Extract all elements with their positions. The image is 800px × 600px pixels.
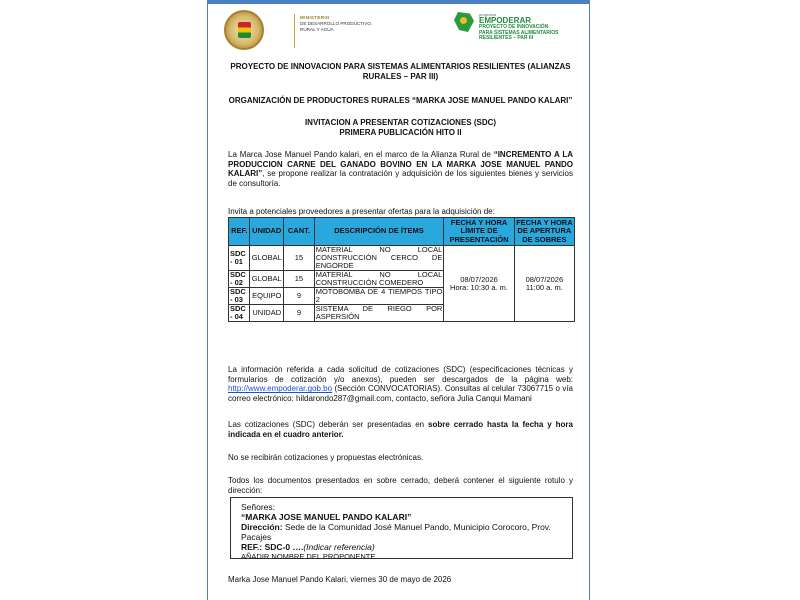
header-deadline: FECHA Y HORA LÍMITE DE PRESENTACIÓN [444,218,514,246]
table-row [229,246,575,271]
header-unit: UNIDAD [250,218,284,246]
row-description: MOTOBOMBA DE 4 TIEMPOS TIPO 2 [315,287,443,305]
empoderar-website-link[interactable]: http://www.empoderar.gob.bo [228,384,333,394]
header-description: DESCRIPCIÓN DE ÍTEMS [314,218,444,246]
header-divider [294,14,295,48]
info-text-b: (Sección CONVOCATORIAS). Consultas al celular 73067715 o vía correo electrónico: hildarondo287@gmail.com, contacto, señora Julia Canqui Mamani [228,384,573,403]
header-ref: REF. [229,218,250,246]
info-paragraph [228,365,573,403]
empoderar-line1: PROYECTO DE INNOVACIÓN [479,24,549,31]
row-description: MATERIAL NO LOCAL CONSTRUCCIÓN COMEDERO [315,270,443,288]
organization-title: ORGANIZACIÓN DE PRODUCTORES RURALES “MARKA JOSE MANUEL PANDO KALARI” [228,96,573,105]
deadline-date: 08/07/2026 [460,274,498,284]
row-ref: SDC - 01 [229,246,250,271]
row-description: MATERIAL NO LOCAL CONSTRUCCIÓN CERCO DE ENGORDE [315,245,443,271]
ministry-title: MINISTERIO [300,15,330,20]
opening-cell [514,246,574,322]
label-ref-hint: (Indicar referencia) [303,542,375,552]
row-qty: 15 [284,246,315,271]
info-text-a: La información referida a cada solicitud de cotizaciones (SDC) (especificaciones técnicas y formularios de cotización y/o anexos), pueden ser descargados de la página web: [228,365,573,384]
intro-paragraph [228,150,573,188]
opening-date: 08/07/2026 [525,274,564,284]
closing-line: Marka Jose Manuel Pando Kalari, viernes 30 de mayo de 2026 [228,575,452,584]
label-reference [241,542,562,552]
document-page [207,0,590,600]
intro-text-a: La Marca Jose Manuel Pando kalari, en el marco de la Alianza Rural de [228,150,494,159]
empoderar-prefix: programa [479,12,497,17]
label-name: “MARKA JOSE MANUEL PANDO KALARI” [241,512,412,522]
empoderar-line3: RESILIENTES – PAR III [479,35,534,42]
envelope-label-box [230,497,573,559]
ministry-logo-text [300,15,372,33]
bolivia-seal-icon [224,10,264,50]
empoderar-map-icon [454,12,474,32]
row-unit: GLOBAL [250,271,284,288]
row-description: SISTEMA DE RIEGO POR ASPERSIÓN [315,304,443,322]
row-unit: GLOBAL [250,246,284,271]
label-add-name: AÑADIR NOMBRE DEL PROPONENTE. [241,552,378,561]
row-unit: EQUIPO [250,288,284,305]
intro-alliance-name: “INCREMENTO A LA PRODUCCION CARNE DEL GANADO BOVINO EN LA MARKA JOSE MANUEL PANDO KALARI” [228,150,573,179]
table-header-row [229,218,575,246]
empoderar-logo-text [479,12,558,42]
label-address-title: Dirección: [241,522,283,532]
deadline-cell [444,246,514,322]
row-ref: SDC - 03 [229,288,250,305]
invite-line: Invita a potenciales proveedores a presentar ofertas para la adquisición de: [228,207,495,216]
submission-bold: sobre cerrado hasta la fecha y hora indicada en el cuadro anterior. [228,420,573,439]
submission-paragraph [228,420,573,439]
label-address [241,522,562,542]
row-unit: UNIDAD [250,305,284,322]
row-qty: 15 [284,271,315,288]
row-qty: 9 [284,305,315,322]
no-electronic-note: No se recibirán cotizaciones y propuestas electrónicas. [228,453,424,462]
header-opening: FECHA Y HORA DE APERTURA DE SOBRES [516,218,573,244]
label-greeting: Señores: [241,502,276,512]
page-top-border [208,0,589,4]
submission-text-a: Las cotizaciones (SDC) deberán ser presentadas en [228,420,429,429]
opening-time: 11:00 a. m. [525,282,563,292]
envelope-note: Todos los documentos presentados en sobre cerrado, deberá contener el siguiente rotulo y dirección: [228,476,573,495]
row-ref: SDC - 04 [229,305,250,322]
document-header [222,10,579,54]
ministry-line2: RURAL Y AGUA [300,27,334,32]
invitation-title-line1: INVITACION A PRESENTAR COTIZACIONES (SDC) [304,118,497,127]
project-title: PROYECTO DE INNOVACION PARA SISTEMAS ALIMENTARIOS RESILIENTES (ALIANZAS RURALES – PAR III) [230,62,571,81]
invitation-title [228,118,573,137]
label-address-text: Sede de la Comunidad José Manuel Pando, Municipio Corocoro, Prov. Pacajes [241,522,551,542]
invitation-title-line2: PRIMERA PUBLICACIÓN HITO II [339,127,462,137]
empoderar-name: EMPODERAR [479,16,532,26]
row-qty: 9 [284,288,315,305]
intro-text-b: , se propone realizar la contratación y adquisición de los siguientes bienes y servicios de consultoría. [228,169,573,188]
header-qty: CANT. [284,218,315,246]
deadline-time: Hora: 10:30 a. m. [450,282,508,292]
label-ref-title: REF.: SDC-0 …. [241,542,304,552]
ministry-line1: DE DESARROLLO PRODUCTIVO, [300,21,373,26]
empoderar-line2: PARA SISTEMAS ALIMENTARIOS [479,29,559,36]
row-ref: SDC - 02 [229,271,250,288]
quotation-table [228,217,575,322]
